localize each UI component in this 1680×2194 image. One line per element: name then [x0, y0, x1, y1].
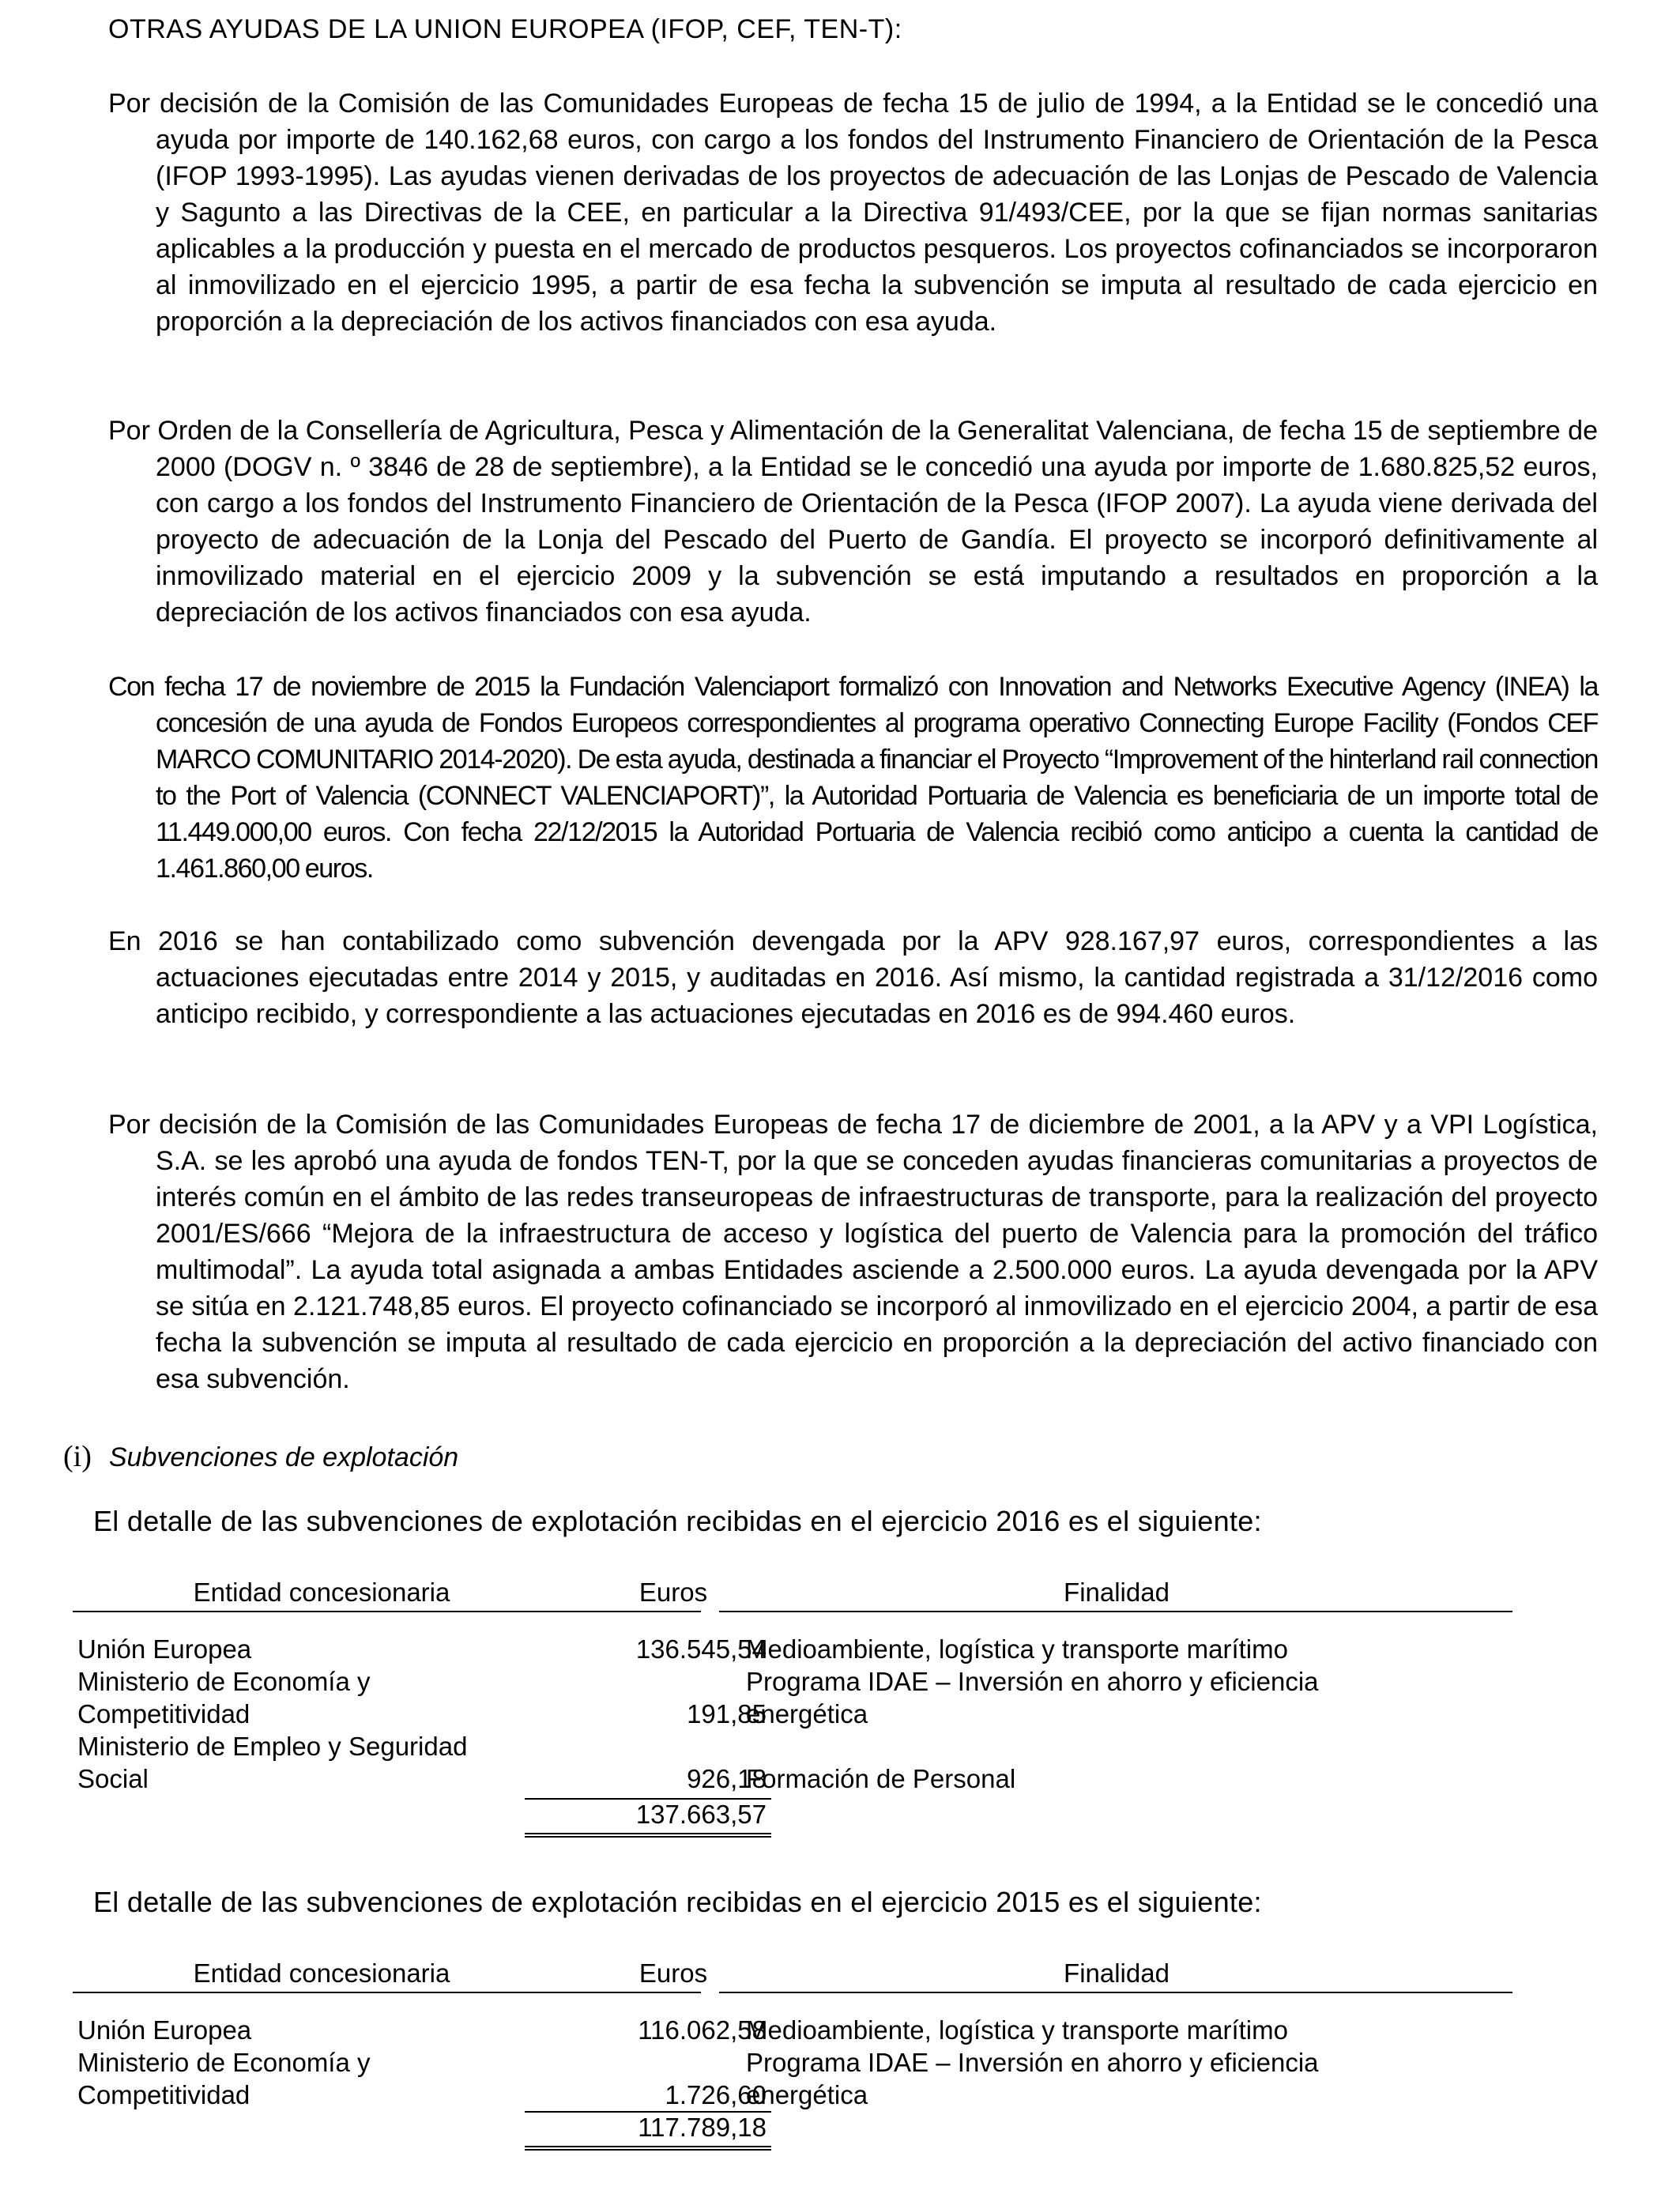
paragraph-ifop-2007: Por Orden de la Consellería de Agricultura, Pesca y Alimentación de la Generalitat Valenciana, de fecha 15 de septiembre de 2000 (DOGV n. º 3846 de 28 de septiembre), a la Entidad se le concedió una ayuda por importe de 1.680.825,52 euros, con cargo a los fondos del Instrumento Financiero de Orientación de la Pesca (IFOP 2007). La ayuda viene derivada del proyecto de adecuación de la Lonja del Pescado del Puerto de Gandía. El proyecto se incorporó definitivamente al inmovilizado material en el ejercicio 2009 y la subvención se está imputando a resultados en proporción a la depreciación de los activos financiados con esa ayuda.: [108, 416, 1598, 628]
row-entity: Ministerio de Empleo y Seguridad Social: [77, 1732, 468, 1793]
table-row: [73, 2014, 1512, 2046]
total-double-rule: [525, 2146, 771, 2151]
total-value: 137.663,57: [635, 1800, 767, 1829]
subsidies-table-2016: [73, 1574, 1512, 1829]
total-value: 117.789,18: [638, 2113, 767, 2142]
row-purpose: Programa IDAE – Inversión en ahorro y eficiencia energética: [746, 2048, 1319, 2109]
row-euros: 926,18: [687, 1764, 767, 1793]
total-double-rule: [525, 1833, 771, 1838]
section-title: [63, 1438, 458, 1476]
header-euros: Euros: [638, 1958, 708, 1988]
paragraph-ten-t: Por decisión de la Comisión de las Comunidades Europeas de fecha 17 de diciembre de 2001, a la APV y a VPI Logística, S.A. se les aprobó una ayuda de fondos TEN-T, por la que se conceden ayudas financieras comunitarias a proyectos de interés común en el ámbito de las redes transeuropeas de infraestructuras de transporte, para la realización del proyecto 2001/ES/666 “Mejora de la infraestructura de acceso y logística del puerto de Valencia para la promoción del tráfico multimodal”. La ayuda total asignada a ambas Entidades asciende a 2.500.000 euros. La ayuda devengada por la APV se sitúa en 2.121.748,85 euros. El proyecto cofinanciado se incorporó al inmovilizado en el ejercicio 2004, a partir de esa fecha la subvención se imputa al resultado de cada ejercicio en proporción a la depreciación del activo financiado con esa subvención.: [108, 1110, 1598, 1394]
table-header: [73, 1574, 1512, 1611]
table-total: [525, 2111, 771, 2151]
table-row: [73, 1730, 1512, 1795]
table-body: [73, 2014, 1512, 2111]
table-body: [73, 1633, 1512, 1795]
row-purpose: Medioambiente, logística y transporte marítimo: [746, 2015, 1288, 2045]
paragraph-cef-2015: Con fecha 17 de noviembre de 2015 la Fundación Valenciaport formalizó con Innovation and Networks Executive Agency (INEA) la concesión de una ayuda de Fondos Europeos correspondientes al programa operativo Connecting Europe Facility (Fondos CEF MARCO COMUNITARIO 2014-2020). De esta ayuda, destinada a financiar el Proyecto “Improvement of the hinterland rail connection to the Port of Valencia (CONNECT VALENCIAPORT)”, la Autoridad Portuaria de Valencia es beneficiaria de un importe total de 11.449.000,00 euros. Con fecha 22/12/2015 la Autoridad Portuaria de Valencia recibió como anticipo a cuenta la cantidad de 1.461.860,00 euros.: [108, 672, 1598, 884]
row-purpose: Formación de Personal: [746, 1764, 1016, 1793]
row-entity: Unión Europea: [77, 2015, 252, 2045]
paragraph-ifop-1994: Por decisión de la Comisión de las Comunidades Europeas de fecha 15 de julio de 1994, a la Entidad se le concedió una ayuda por importe de 140.162,68 euros, con cargo a los fondos del Instrumento Financiero de Orientación de la Pesca (IFOP 1993-1995). Las ayudas vienen derivadas de los proyectos de adecuación de las Lonjas de Pescado de Valencia y Sagunto a las Directivas de la CEE, en particular a la Directiva 91/493/CEE, por la que se fijan normas sanitarias aplicables a la producción y puesta en el mercado de productos pesqueros. Los proyectos cofinanciados se incorporaron al inmovilizado en el ejercicio 1995, a partir de esa fecha la subvención se imputa al resultado de cada ejercicio en proporción a la depreciación de los activos financiados con esa ayuda.: [108, 89, 1598, 337]
table-2015-intro: El detalle de las subvenciones de explotación recibidas en el ejercicio 2015 es el siguiente:: [93, 1886, 1262, 1918]
header-rule: [73, 1611, 701, 1612]
row-entity: Unión Europea: [77, 1634, 252, 1664]
table-row: [73, 2046, 1512, 2111]
header-rule: [73, 1992, 701, 1993]
table-row: [73, 1633, 1512, 1665]
section-number: (i): [63, 1440, 92, 1473]
row-euros: 191,85: [687, 1699, 767, 1728]
row-euros: 116.062,58: [638, 2015, 767, 2045]
subsidies-table-2015: [73, 1955, 1512, 2142]
table-total: [525, 1798, 771, 1838]
paragraph-apv-2016: En 2016 se han contabilizado como subvención devengada por la APV 928.167,97 euros, correspondientes a las actuaciones ejecutadas entre 2014 y 2015, y auditadas en 2016. Así mismo, la cantidad registrada a 31/12/2016 como anticipo recibido, y correspondiente a las actuaciones ejecutadas en 2016 es de 994.460 euros.: [108, 926, 1598, 1029]
row-euros: 136.545,54: [635, 1634, 767, 1664]
row-euros: 1.726,60: [665, 2080, 767, 2109]
header-rule: [719, 1992, 1512, 1993]
row-entity: Ministerio de Economía y Competitividad: [77, 1667, 371, 1728]
header-purpose: Finalidad: [1064, 1958, 1170, 1988]
row-entity: Ministerio de Economía y Competitividad: [77, 2048, 371, 2109]
row-purpose: Programa IDAE – Inversión en ahorro y eficiencia energética: [746, 1667, 1319, 1728]
table-2016-intro: El detalle de las subvenciones de explotación recibidas en el ejercicio 2016 es el siguiente:: [93, 1505, 1262, 1537]
row-purpose: Medioambiente, logística y transporte marítimo: [746, 1634, 1288, 1664]
section-title-text: Subvenciones de explotación: [108, 1442, 459, 1472]
header-rule: [719, 1611, 1512, 1612]
header-euros: Euros: [638, 1578, 708, 1607]
header-entity: Entidad concesionaria: [193, 1578, 450, 1607]
header-entity: Entidad concesionaria: [193, 1958, 450, 1988]
table-row: [73, 1665, 1512, 1730]
header-purpose: Finalidad: [1064, 1578, 1170, 1607]
table-header: [73, 1955, 1512, 1992]
section-heading: OTRAS AYUDAS DE LA UNION EUROPEA (IFOP, CEF, TEN-T):: [108, 14, 902, 44]
